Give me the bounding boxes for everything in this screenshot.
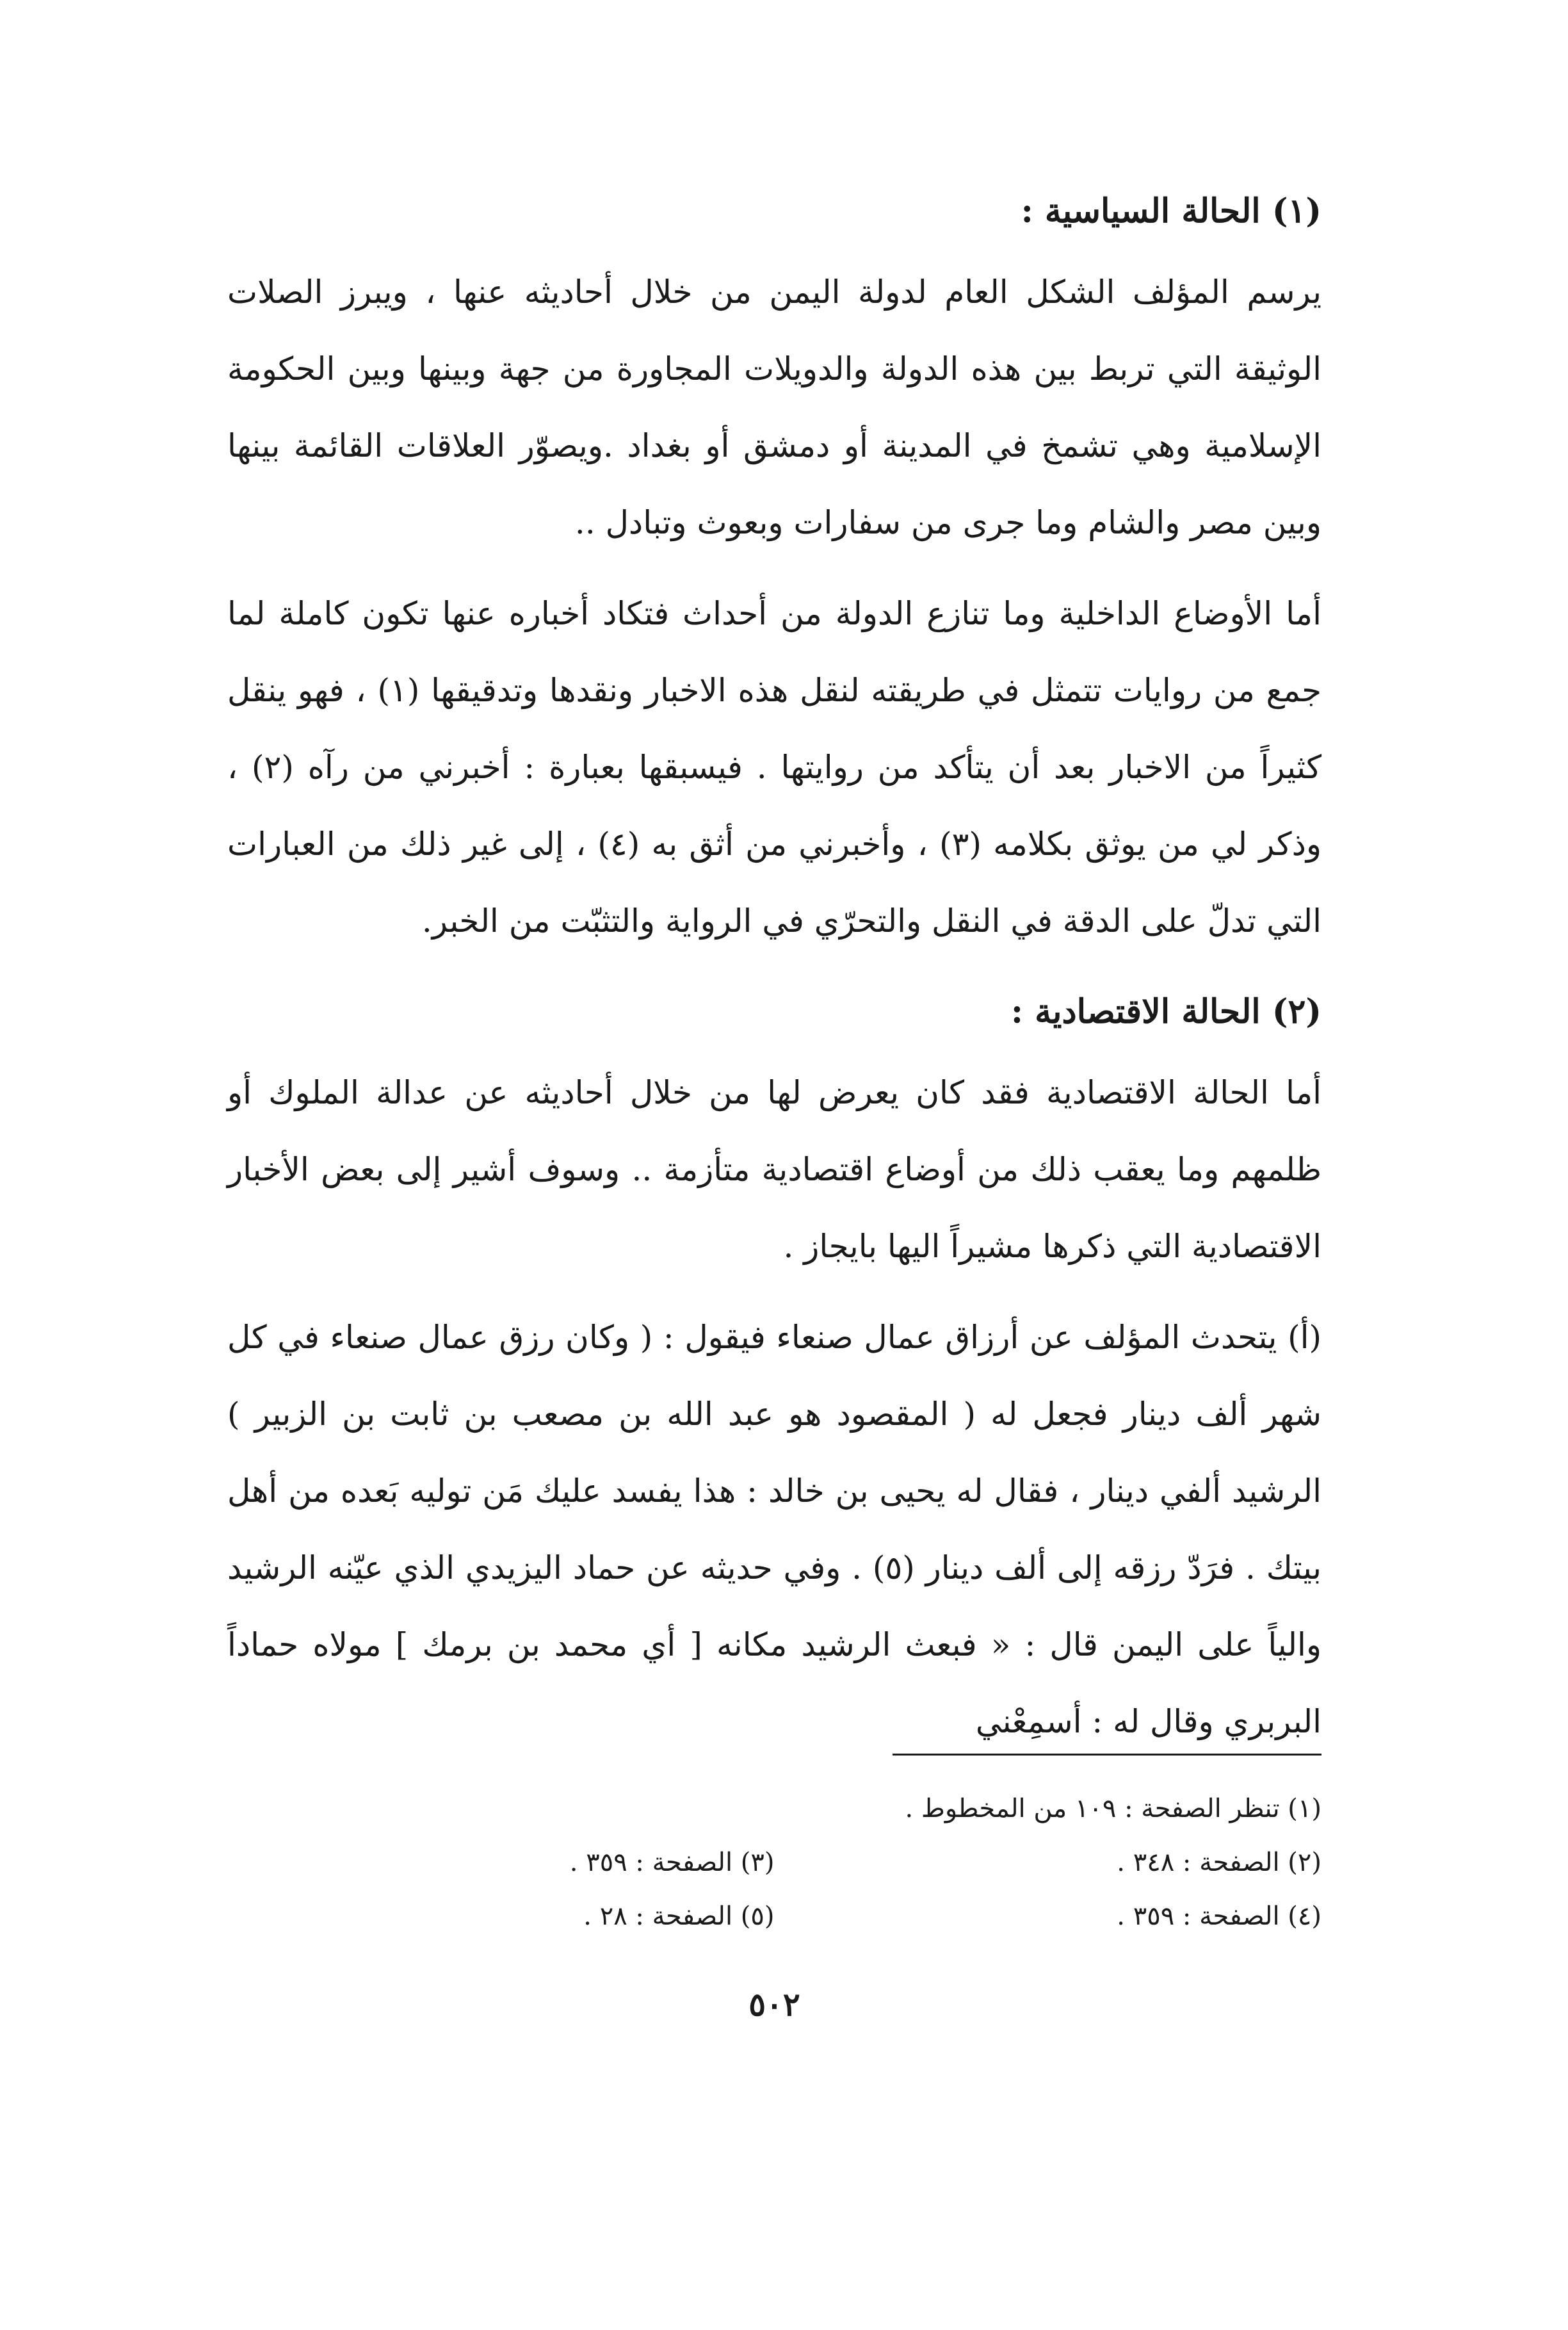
footnote-row <box>227 1836 1321 1889</box>
section-heading-political: (١) الحالة السياسية : <box>1021 191 1321 231</box>
footnotes <box>227 1782 1321 1943</box>
footnote: (٢) الصفحة : ٣٤٨ . <box>1117 1848 1321 1877</box>
paragraph: أما الأوضاع الداخلية وما تنازع الدولة من أحداث فتكاد أخباره عنها تكون كاملة لما جمع من روايات تتمثل في طريقته لنقل هذه الاخبار ونقدها وتدقيقها (١) ، فهو ينقل كثيراً من الاخبار بعد أن يتأكد من روايتها . فيسبقها بعبارة : أخبرني من رآه (٢) ، وذكر لي من يوثق بكلامه (٣) ، وأخبرني من أثق به (٤) ، إلى غير ذلك من العبارات التي تدلّ على الدقة في النقل والتحرّي في الرواية والتثبّت من الخبر. <box>227 595 1321 940</box>
footnote: (١) تنظر الصفحة : ١٠٩ من المخطوط . <box>905 1794 1321 1823</box>
footnote-row <box>227 1889 1321 1943</box>
footnote: (٤) الصفحة : ٣٥٩ . <box>1117 1902 1321 1931</box>
paragraph: أما الحالة الاقتصادية فقد كان يعرض لها من خلال أحاديثه عن عدالة الملوك أو ظلمهم وما يعقب ذلك من أوضاع اقتصادية متأزمة .. وسوف أشير إلى بعض الأخبار الاقتصادية التي ذكرها مشيراً اليها بايجاز . <box>227 1074 1321 1265</box>
page-number: ٥٠٢ <box>748 1985 800 2023</box>
main-text <box>227 173 1321 1774</box>
section-heading-economic: (٢) الحالة الاقتصادية : <box>1010 992 1321 1031</box>
footnote-row <box>227 1782 1321 1836</box>
footnote-divider <box>893 1754 1321 1756</box>
footnote: (٣) الصفحة : ٣٥٩ . <box>569 1848 775 1877</box>
paragraph: يرسم المؤلف الشكل العام لدولة اليمن من خلال أحاديثه عنها ، ويبرز الصلات الوثيقة التي تربط بين هذه الدولة والدويلات المجاورة من جهة وبينها وبين الحكومة الإسلامية وهي تشمخ في المدينة أو دمشق أو بغداد .ويصوّر العلاقات القائمة بينها وبين مصر والشام وما جرى من سفارات وبعوث وتبادل .. <box>227 273 1321 541</box>
footnote: (٥) الصفحة : ٢٨ . <box>583 1902 775 1931</box>
paragraph: (أ) يتحدث المؤلف عن أرزاق عمال صنعاء فيقول : ( وكان رزق عمال صنعاء في كل شهر ألف دينار فجعل له ( المقصود هو عبد الله بن مصعب بن ثابت بن الزبير ) الرشيد ألفي دينار ، فقال له يحيى بن خالد : هذا يفسد عليك مَن توليه بَعده من أهل بيتك . فرَدّ رزقه إلى ألف دينار (٥) . وفي حديثه عن حماد اليزيدي الذي عيّنه الرشيد والياً على اليمن قال : « فبعث الرشيد مكانه [ أي محمد بن برمك ] مولاه حماداً البربري وقال له : أسمِعْني <box>227 1319 1321 1740</box>
